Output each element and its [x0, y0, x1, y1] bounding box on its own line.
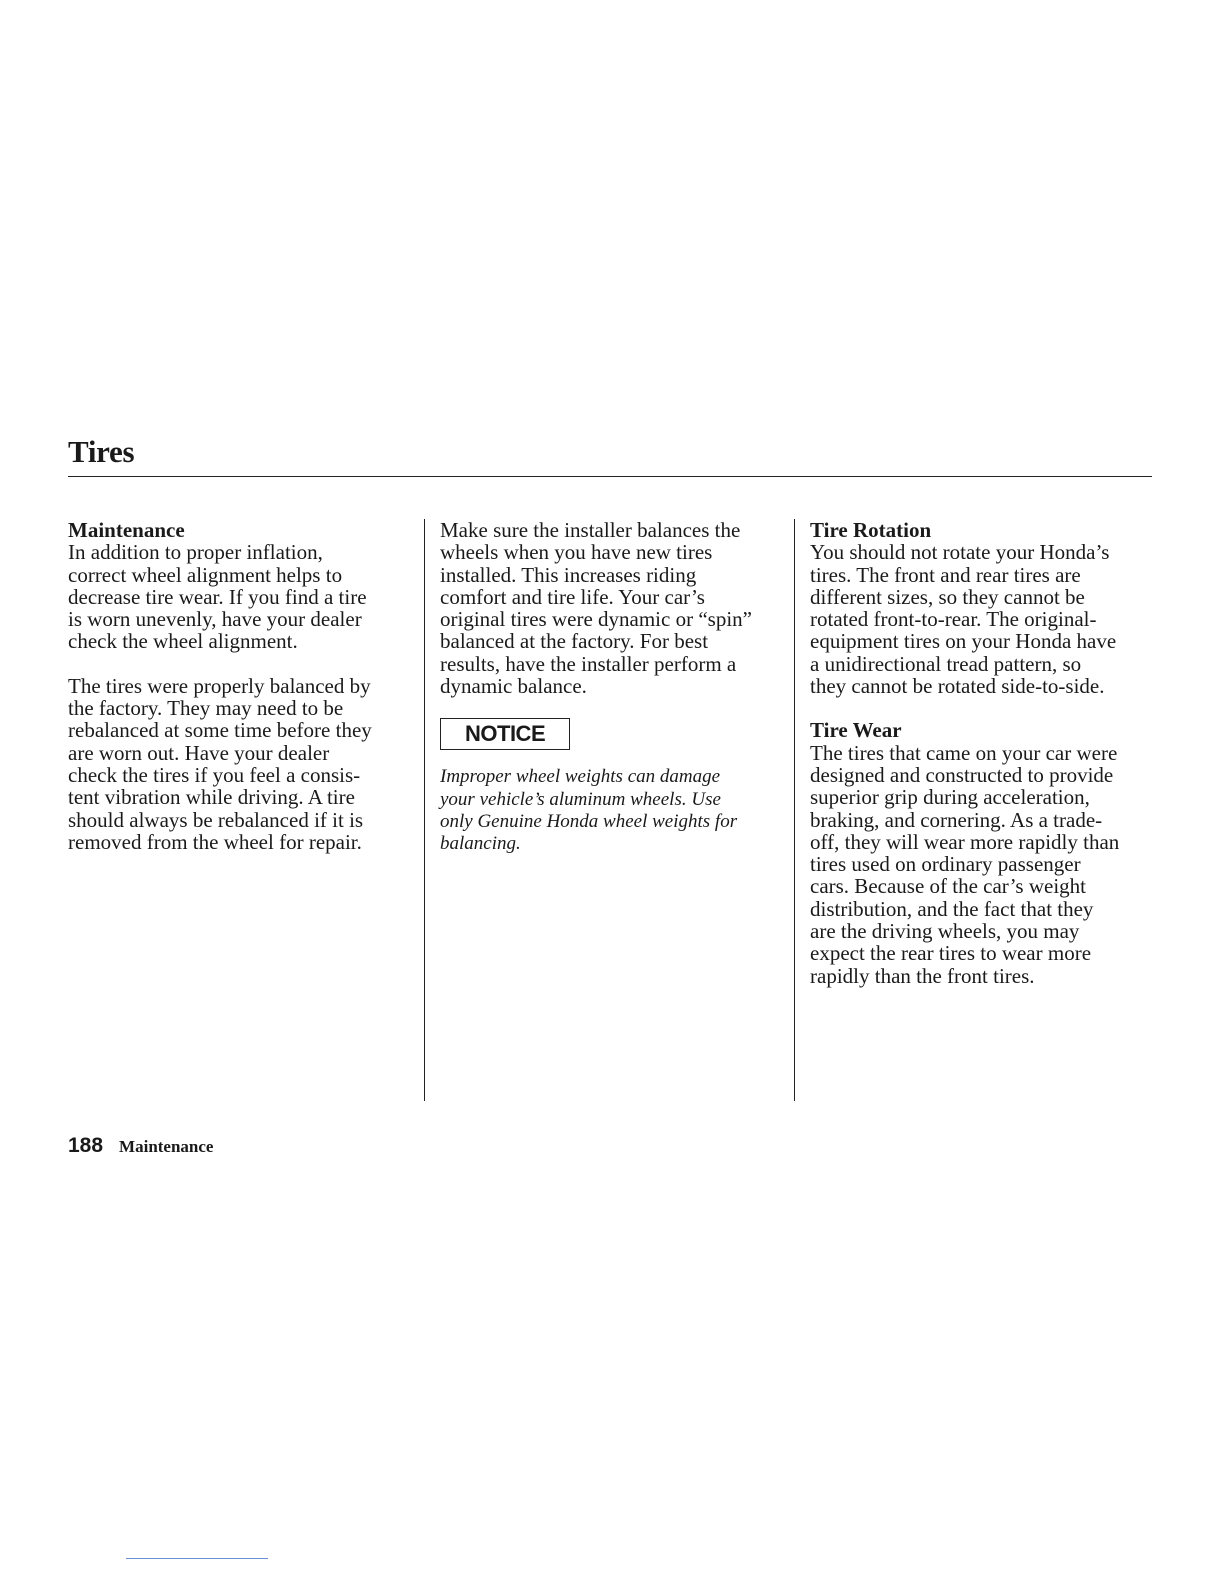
title-divider: [68, 476, 1152, 477]
tire-wear-heading: Tire Wear: [810, 718, 902, 743]
installer-paragraph: Make sure the installer balances the wheels when you have new tires installed. This increases riding comfort and tire life. Your car’s original tires were dynamic or “spin” balanced at the factory. For best results, have the installer perform a dynamic balance.: [440, 518, 752, 699]
column-divider-left: [424, 519, 425, 1101]
tire-wear-paragraph: The tires that came on your car were designed and constructed to provide superior grip during acceleration, braking, and cornering. As a trade- off, they will wear more rapidly than tires used on ordinary passenger cars. Because of the car’s weight distribution, and the fact that they are the driving wheels, you may expect the rear tires to wear more rapidly than the front tires.: [810, 740, 1120, 988]
paragraph-spacer: [810, 697, 1155, 719]
paragraph-spacer: [68, 653, 413, 675]
maintenance-heading: Maintenance: [68, 518, 185, 542]
footer-section-name: Maintenance: [119, 1137, 214, 1156]
page-number: 188: [68, 1134, 104, 1157]
column-rotation-wear: [810, 519, 1155, 987]
column-divider-right: [794, 519, 795, 1101]
notice-label: NOTICE: [440, 718, 570, 750]
tire-rotation-paragraph: You should not rotate your Honda’s tires. The front and rear tires are different sizes, so they cannot be rotated front-to-rear. The original- equipment tires on your Honda have a unidirectional tread pattern, so they cannot be rotated side-to-side.: [810, 540, 1117, 699]
notice-text: Improper wheel weights can damage your vehicle’s aluminum wheels. Use only Genuine Honda wheel weights for balancing.: [440, 766, 738, 855]
page-footer: [68, 1133, 213, 1161]
column-balancing: [440, 519, 785, 856]
balancing-paragraph: The tires were properly balanced by the factory. They may need to be rebalanced at some time before they are worn out. Have your dealer check the tires if you feel a consis- tent vibration while driving. A tire should always be rebalanced if it is removed from the wheel for repair.: [68, 673, 372, 854]
column-maintenance: [68, 519, 413, 853]
alignment-paragraph: In addition to proper inflation, correct wheel alignment helps to decrease tire wear. If you find a tire is worn unevenly, have your dealer check the wheel alignment.: [68, 540, 367, 654]
page-title: Tires: [68, 434, 135, 469]
bottom-rule: [126, 1558, 268, 1559]
tire-rotation-heading: Tire Rotation: [810, 518, 932, 542]
